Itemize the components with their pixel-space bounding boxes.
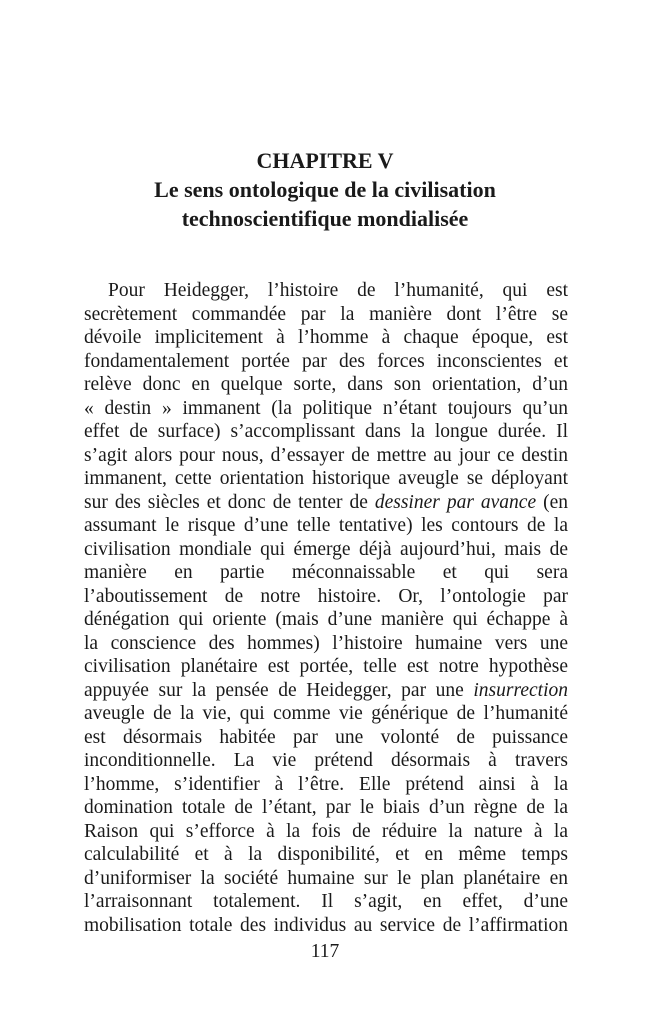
italic-text: dessiner par avance xyxy=(374,491,537,513)
text-line: civilisation planétaire est portée, telle est notre hypothèse xyxy=(84,656,568,677)
chapter-number: CHAPITRE V xyxy=(256,148,394,173)
chapter-title-line-2: technoscientifique mondialisée xyxy=(181,206,469,231)
text-line: l’arraisonnant totalement. Il s’agit, en effet, d’une xyxy=(84,891,568,912)
text-line xyxy=(84,679,568,703)
text-line: l’aboutissement de notre histoire. Or, l’ontologie par xyxy=(84,585,568,607)
text-line: d’uniformiser la société humaine sur le plan planétaire en xyxy=(84,867,568,889)
text-line: est désormais habitée par une volonté de puissance xyxy=(84,726,568,748)
page-number: 117 xyxy=(310,941,340,962)
text-line: assumant le risque d’une telle tentative) les contours de la xyxy=(84,515,568,536)
text-line xyxy=(84,491,568,515)
text-line: domination totale de l’étant, par le biais d’un règne de la xyxy=(84,797,568,818)
text-line: secrètement commandée par la manière dont l’être se xyxy=(84,303,568,325)
italic-text: insurrection xyxy=(473,679,568,701)
text-line: manière en partie méconnaissable et qui sera xyxy=(84,562,568,583)
text-line: civilisation mondiale qui émerge déjà aujourd’hui, mais de xyxy=(84,538,568,560)
text-line: immanent, cette orientation historique aveugle se déployant xyxy=(84,468,568,489)
text-line: inconditionnelle. La vie prétend désormais à travers xyxy=(84,750,568,771)
text-line: « destin » immanent (la politique n’étant toujours qu’un xyxy=(84,397,568,419)
text-line: effet de surface) s’accomplissant dans la longue durée. Il xyxy=(84,421,568,442)
text-segment: sur des siècles et donc de tenter de xyxy=(84,491,375,513)
text-line: Raison qui s’efforce à la fois de réduire la nature à la xyxy=(84,820,568,842)
chapter-heading xyxy=(0,146,650,233)
text-line: Pour Heidegger, l’histoire de l’humanité, qui est xyxy=(108,280,568,301)
chapter-title-line-1: Le sens ontologique de la civilisation xyxy=(154,177,496,202)
text-line: s’agit alors pour nous, d’essayer de mettre au jour ce destin xyxy=(84,444,568,466)
text-line: la conscience des hommes) l’histoire humaine vers une xyxy=(84,632,568,654)
text-line: dévoile implicitement à l’homme à chaque époque, est xyxy=(84,327,568,348)
text-line: fondamentalement portée par des forces inconscientes et xyxy=(84,350,568,372)
text-line: aveugle de la vie, qui comme vie générique de l’humanité xyxy=(84,703,568,724)
text-line: relève donc en quelque sorte, dans son orientation, d’un xyxy=(84,374,568,395)
text-line: calculabilité et à la disponibilité, et en même temps xyxy=(84,844,568,865)
body-paragraph xyxy=(84,279,568,937)
text-segment: (en xyxy=(536,491,568,513)
text-line: l’homme, s’identifier à l’être. Elle prétend ainsi à la xyxy=(84,773,568,795)
text-line: mobilisation totale des individus au service de l’affirmation xyxy=(84,914,568,936)
text-segment: appuyée sur la pensée de Heidegger, par une xyxy=(84,679,474,701)
text-line: dénégation qui oriente (mais d’une manière qui échappe à xyxy=(84,609,568,630)
